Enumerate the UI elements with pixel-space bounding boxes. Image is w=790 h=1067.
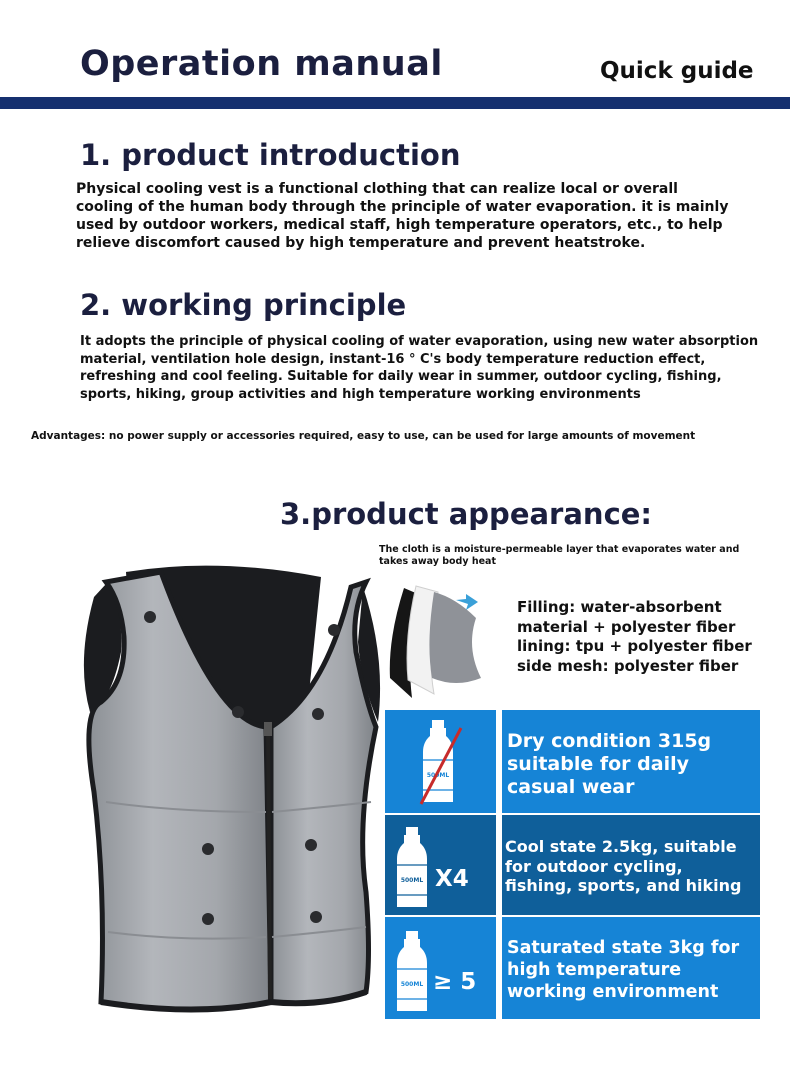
state-line: suitable for daily bbox=[507, 753, 690, 775]
state-icon-cell bbox=[385, 710, 496, 813]
state-line: high temperature bbox=[507, 960, 682, 980]
material-spec bbox=[517, 598, 752, 676]
section-title-appearance: 3.product appearance: bbox=[280, 497, 653, 531]
bottle-multiplier: ≥ 5 bbox=[433, 969, 477, 995]
introduction-text bbox=[76, 180, 766, 252]
section-title-principle: 2. working principle bbox=[80, 288, 407, 322]
cooling-vest-image bbox=[66, 562, 386, 1022]
state-line: for outdoor cycling, bbox=[505, 856, 683, 876]
state-row-cool bbox=[385, 815, 760, 915]
text-line: sports, hiking, group activities and high temperature working environments bbox=[80, 386, 641, 402]
bottle-label: 500ML bbox=[400, 981, 424, 988]
text-line: relieve discomfort caused by high temperature and prevent heatstroke. bbox=[76, 235, 646, 251]
bottle-icon bbox=[385, 815, 496, 915]
advantages-text: Advantages: no power supply or accessories required, easy to use, can be used for large amounts of movement bbox=[31, 430, 696, 442]
state-line: Dry condition 315g bbox=[507, 730, 712, 752]
manual-title: Operation manual bbox=[80, 44, 443, 84]
text-line: cooling of the human body through the principle of water evaporation. it is mainly bbox=[76, 199, 729, 215]
state-line: fishing, sports, and hiking bbox=[505, 876, 742, 895]
spec-line: material + polyester fiber bbox=[517, 617, 736, 636]
quick-guide-label: Quick guide bbox=[600, 58, 754, 84]
layer-note: The cloth is a moisture-permeable layer that evaporates water and takes away body heat bbox=[379, 544, 740, 567]
text-line: refreshing and cool feeling. Suitable for daily wear in summer, outdoor cycling, fishing, bbox=[80, 369, 722, 384]
state-row-dry bbox=[385, 710, 760, 813]
state-icon-cell bbox=[385, 917, 496, 1019]
bottle-label: 500ML bbox=[426, 772, 450, 779]
spec-line: Filling: water-absorbent bbox=[517, 598, 722, 616]
state-line: working environment bbox=[507, 982, 719, 1002]
state-icon-cell bbox=[385, 815, 496, 915]
fabric-layers-image bbox=[386, 578, 506, 703]
state-line: Cool state 2.5kg, suitable bbox=[505, 837, 737, 856]
state-description bbox=[507, 937, 739, 1003]
section-title-introduction: 1. product introduction bbox=[80, 138, 461, 172]
state-line: casual wear bbox=[507, 776, 635, 798]
state-line: Saturated state 3kg for bbox=[507, 938, 740, 958]
bottle-icon bbox=[385, 917, 496, 1019]
text-line: used by outdoor workers, medical staff, high temperature operators, etc., to help bbox=[76, 217, 723, 233]
text-line: Physical cooling vest is a functional clothing that can realize local or overall bbox=[76, 181, 678, 197]
state-description bbox=[507, 730, 711, 799]
bottle-label: 500ML bbox=[400, 877, 424, 884]
text-line: It adopts the principle of physical cooling of water evaporation, using new water absorption bbox=[80, 334, 759, 349]
crossed-bottle-icon bbox=[385, 710, 496, 813]
header-divider bbox=[0, 97, 790, 109]
bottle-multiplier: X4 bbox=[435, 866, 469, 892]
state-row-saturated bbox=[385, 917, 760, 1019]
state-description bbox=[505, 837, 741, 896]
spec-line: side mesh: polyester fiber bbox=[517, 656, 739, 675]
text-line: material, ventilation hole design, instant-16 ° C's body temperature reduction effect, bbox=[80, 351, 706, 367]
principle-text bbox=[80, 333, 770, 403]
spec-line: lining: tpu + polyester fiber bbox=[517, 637, 752, 655]
